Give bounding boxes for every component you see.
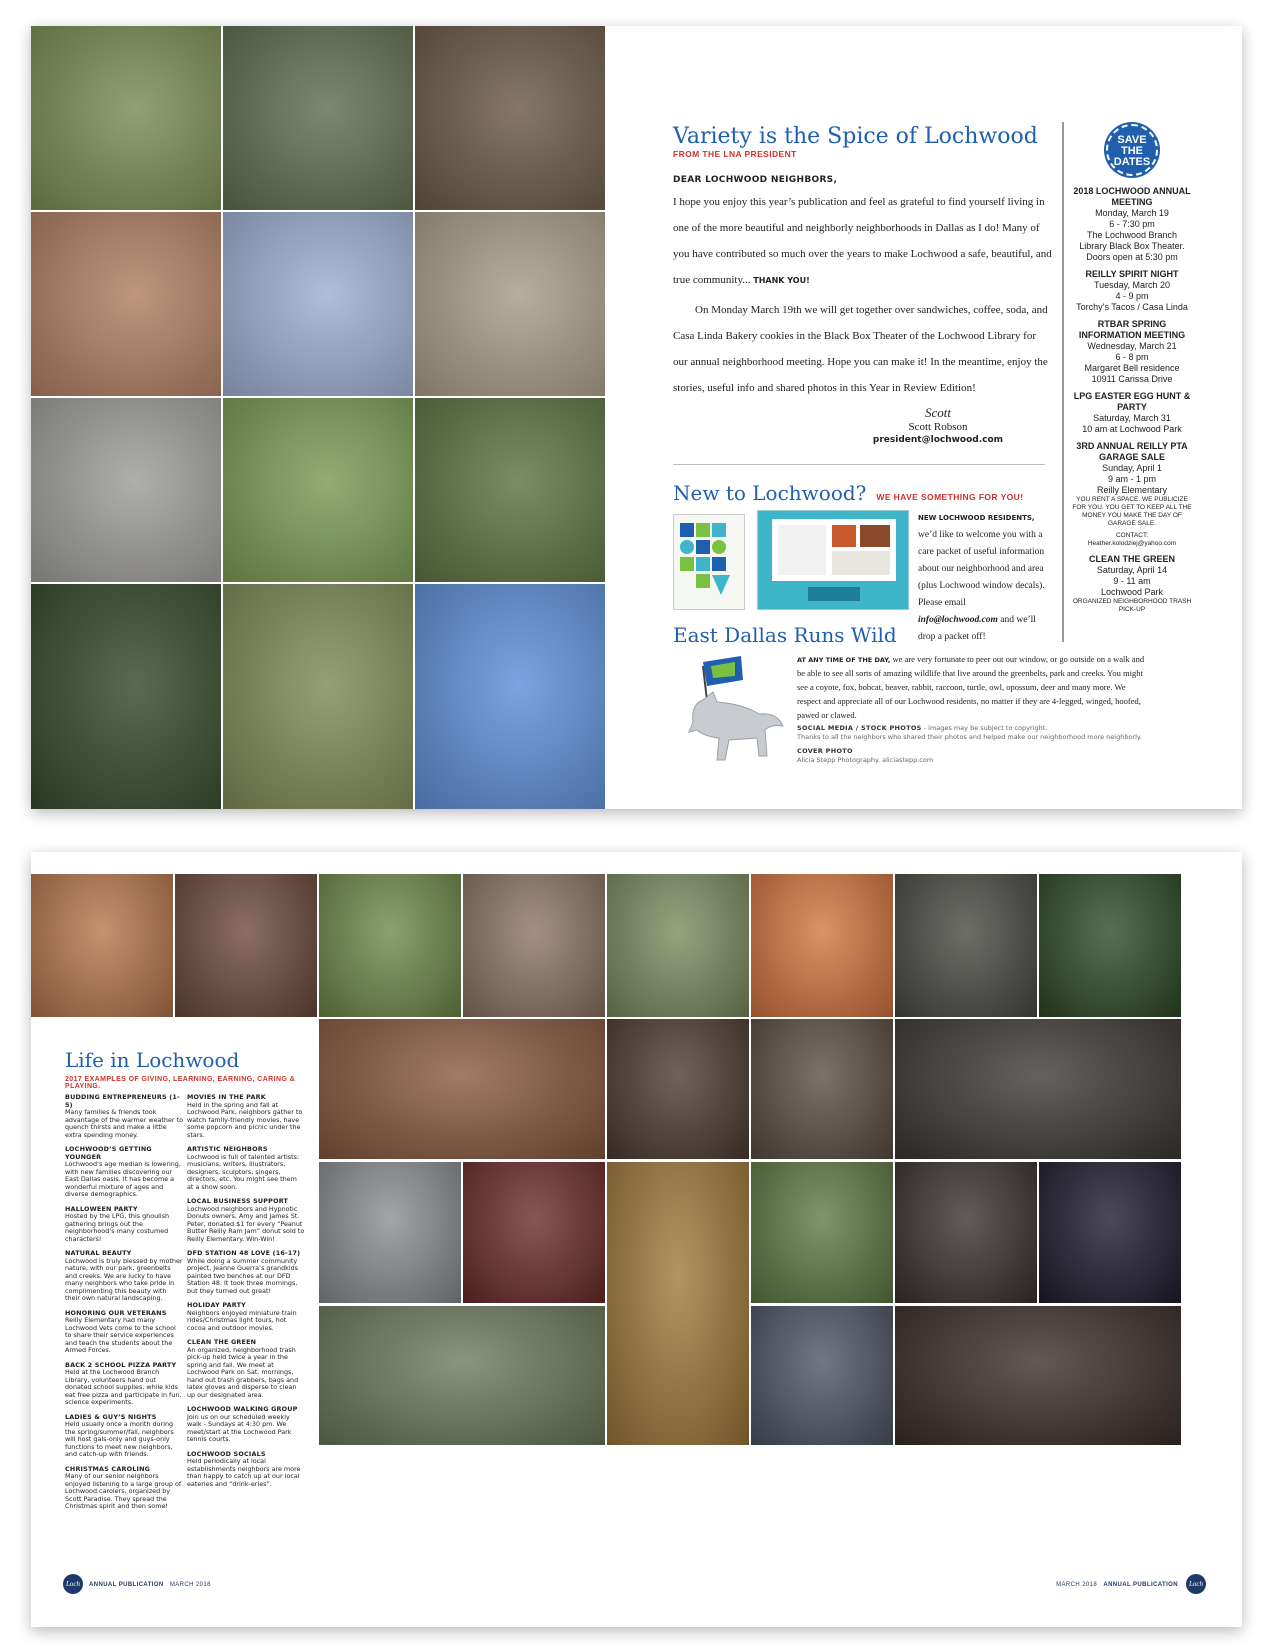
event-note: ORGANIZED NEIGHBORHOOD TRASH PICK-UP: [1072, 598, 1192, 613]
life-item: [65, 1250, 183, 1303]
life-item-title: CLEAN THE GREEN: [187, 1338, 257, 1346]
wild-text: AT ANY TIME OF THE DAY, we are very fortunate to peer out our window, or go outside on a walk and be able to see all sorts of amazing wildlife that live around the greenbelts, park and creeks. You might see a coyote, fox, bobcat, beaver, rabbit, raccoon, turtle, owl, opossum, deer and many more. We respect and appreciate all of our Lochwood residents, no matter if they are 4-legged, winged, hoofed, pawed or clawed.: [797, 654, 1145, 720]
event-note: YOU RENT A SPACE. WE PUBLICIZE FOR YOU. YOU GET TO KEEP ALL THE MONEY YOU MAKE THE DAY OF GARAGE SALE.: [1072, 496, 1192, 527]
robin-photo: [415, 584, 605, 809]
life-item-text: Reilly Elementary had many Lochwood Vets come to the school to share their service experiences and teach the students about the Armed Forces.: [65, 1316, 176, 1354]
performers-photo: [463, 1162, 605, 1303]
life-item-title: BACK 2 SCHOOL PIZZA PARTY: [65, 1360, 177, 1369]
life-column-1: [65, 1094, 183, 1518]
life-column-2: [187, 1094, 305, 1495]
letter-subtitle: FROM THE LNA PRESIDENT: [673, 149, 797, 159]
lochwood-socials-photo: [895, 1306, 1181, 1445]
section-divider: [673, 464, 1045, 465]
event-detail: 4 - 9 pm: [1115, 291, 1149, 301]
life-item: [65, 1414, 183, 1459]
column-divider: [1062, 122, 1064, 642]
life-item: [65, 1146, 183, 1199]
ladies-night-photo: [751, 1019, 893, 1159]
duck-costume-baby-photo: [895, 874, 1037, 1017]
life-item: [187, 1302, 305, 1332]
life-item-title: LOCHWOOD’S GETTING YOUNGER: [65, 1145, 152, 1161]
turtle-photo: [31, 212, 221, 396]
life-subtitle: 2017 EXAMPLES OF GIVING, LEARNING, EARNING, CARING & PLAYING.: [65, 1076, 296, 1090]
event-detail: Tuesday, March 20: [1093, 280, 1171, 290]
life-item: [65, 1206, 183, 1244]
event-detail: The Lochwood Branch Library Black Box Theater.: [1079, 230, 1185, 251]
event-item: [1072, 441, 1192, 548]
event-detail: 9 - 11 am: [1113, 576, 1151, 586]
life-item-title: HONORING OUR VETERANS: [65, 1308, 167, 1317]
life-item-text: While doing a summer community project, Jeanne Guerra’s grandkids painted two benches at our DFD Station 48. It took three mornings, but they turned out great!: [187, 1256, 298, 1295]
event-item: [1072, 269, 1192, 313]
spread1-text-page: [636, 26, 1242, 809]
event-title: LPG EASTER EGG HUNT & PARTY: [1073, 391, 1191, 412]
life-item: [65, 1466, 183, 1511]
letter-salutation: DEAR LOCHWOOD NEIGHBORS,: [673, 175, 838, 185]
life-item-text: Held periodically at local establishments neighbors are more than happy to catch up at our local eateries and “drink-eries”.: [187, 1457, 301, 1488]
event-detail: Saturday, March 31: [1093, 413, 1171, 423]
life-item-title: LOCHWOOD SOCIALS: [187, 1449, 266, 1458]
squirrel-photo: [415, 26, 605, 210]
footer-right: MARCH 2018 ANNUAL PUBLICATION: [1056, 1582, 1178, 1588]
event-title: CLEAN THE GREEN: [1088, 554, 1175, 564]
school-supplies-photo: [607, 1019, 749, 1159]
event-title: RTBAR SPRING INFORMATION MEETING: [1078, 319, 1186, 340]
letter-paragraph-2: On Monday March 19th we will get together over sandwiches, coffee, soda, and Casa Linda Bakery cookies in the Black Box Theater of the Lochwood Library for our annual neighborhood meeting. Hope you can make it! In the meantime, enjoy the stories, useful info and shared photos in this Year in Review Edition!: [673, 304, 1048, 394]
event-item: [1072, 319, 1192, 385]
wildlife-spread: [31, 26, 1242, 809]
event-title: 2018 LOCHWOOD ANNUAL MEETING: [1073, 186, 1191, 207]
window-decal-image: [673, 514, 745, 610]
life-item: [187, 1406, 305, 1444]
veterans-photo: [319, 1019, 605, 1159]
life-item-text: Lochwood is full of talented artists: musicians, writers, illustrators, designers, sculptors, singers, directors, etc. You might see them at a show soon.: [187, 1152, 300, 1191]
vulture-photo: [31, 584, 221, 809]
save-the-dates: [1072, 124, 1192, 614]
life-in-lochwood-spread: [31, 852, 1242, 1627]
event-item: [1072, 391, 1192, 435]
baby-bird-photo: [31, 26, 221, 210]
bench-kids-photo: [751, 1162, 893, 1303]
signer-email: president@lochwood.com: [872, 435, 1004, 445]
event-detail: Torchy’s Tacos / Casa Linda: [1076, 302, 1188, 312]
event-detail: Margaret Bell residence: [1084, 363, 1180, 373]
new-tag: WE HAVE SOMETHING FOR YOU!: [876, 492, 1024, 502]
event-title: REILLY SPIRIT NIGHT: [1085, 269, 1179, 279]
beaver-photo: [31, 398, 221, 582]
photo-credits: SOCIAL MEDIA / STOCK PHOTOS - images may be subject to copyright. Thanks to all the neighbors who shared their photos and helped make our neighborhood more neighborly. COVER PHOTO Alicia Stepp Photography. aliciastepp.com: [797, 724, 1142, 764]
event-detail: Lochwood Park: [1100, 587, 1164, 597]
life-in-lochwood-header: [65, 1048, 320, 1090]
signature: Scott: [925, 405, 951, 420]
daffodils-photo: [1039, 874, 1181, 1017]
life-item-title: LADIES & GUY’S NIGHTS: [65, 1412, 157, 1421]
lemonade-stand-2-photo: [175, 874, 317, 1017]
care-packet-image: [757, 510, 909, 610]
life-item-text: Lochwood neighbors and Hypnotic Donuts owners, Amy and James St. Peter, donated $1 for every “Peanut Butter Reilly Ram Jam” donut sold to Reilly Elementary. Win-Win!: [187, 1204, 305, 1243]
lemonade-stand-1-photo: [31, 874, 173, 1017]
walking-group-photo: [751, 1306, 893, 1445]
holiday-lights-photo: [1039, 1162, 1181, 1303]
event-detail: 10911 Carissa Drive: [1091, 374, 1173, 384]
roadrunner-photo: [415, 212, 605, 396]
event-item: [1072, 186, 1192, 263]
life-item: [187, 1339, 305, 1399]
event-detail: Monday, March 19: [1095, 208, 1169, 218]
save-the-dates-badge: SAVE THE DATES: [1106, 124, 1158, 176]
new-to-lochwood-header: [673, 481, 1053, 505]
life-item: [65, 1094, 183, 1139]
event-detail: Reilly Elementary: [1096, 485, 1168, 495]
new-title: New to Lochwood?: [673, 481, 867, 505]
lochwood-wolf-logo: [673, 652, 785, 772]
event-detail: 10 am at Lochwood Park: [1082, 424, 1182, 434]
life-item-text: Join us on our scheduled weekly walk - Sundays at 4:30 pm. We meet/start at the Lochwood Park tennis courts.: [187, 1412, 292, 1443]
event-detail: 6 - 7:30 pm: [1109, 219, 1155, 229]
life-item-text: Hosted by the LPG, this ghoulish gathering brings out the neighborhood’s many costumed characters!: [65, 1212, 170, 1243]
lemonade-stand-4-photo: [463, 874, 605, 1017]
life-item-text: Held usually once a month during the spring/summer/fall, neighbors will host gals-only and guys-only functions to meet new neighbors, and catch-up with friends.: [65, 1420, 174, 1458]
bobcat-photo: [223, 584, 413, 809]
new-residents-text: NEW LOCHWOOD RESIDENTS, we’d like to welcome you with a care packet of useful information about our neighborhood and area (plus Lochwood window decals). Please email info@lochwood.com and we’ll drop a packet off!: [918, 514, 1045, 642]
life-item: [65, 1310, 183, 1355]
life-item: [65, 1362, 183, 1407]
lochwood-seal-right: Loch: [1186, 1574, 1206, 1594]
event-detail: Sunday, April 1: [1102, 463, 1162, 473]
movies-popcorn-photo: [319, 1162, 461, 1303]
life-item: [187, 1451, 305, 1489]
wild-title: East Dallas Runs Wild: [673, 623, 897, 647]
event-title: 3RD ANNUAL REILLY PTA GARAGE SALE: [1076, 441, 1188, 462]
life-item-title: DFD STATION 48 LOVE (16-17): [187, 1249, 301, 1257]
life-item-text: Held in the spring and fall at Lochwood Park, neighbors gather to watch family-friendly movies, have some popcorn and picnic under the stars.: [187, 1100, 303, 1139]
life-item: [187, 1250, 305, 1295]
life-item-title: MOVIES IN THE PARK: [187, 1093, 266, 1101]
info-email-link[interactable]: info@lochwood.com: [918, 615, 998, 625]
life-item: [187, 1146, 305, 1191]
event-contact-label: CONTACT:: [1115, 532, 1149, 539]
event-detail: Wednesday, March 21: [1087, 341, 1177, 351]
event-detail: 6 - 8 pm: [1115, 352, 1149, 362]
event-detail: Doors open at 5:30 pm: [1086, 252, 1178, 262]
life-item-text: Many families & friends took advantage of the warmer weather to quench thirsts and make a little extra spending money.: [65, 1108, 183, 1139]
clean-the-green-photo: [319, 1306, 605, 1445]
president-letter: [673, 124, 1053, 445]
life-item-title: BUDDING ENTREPRENEURS (1-5): [65, 1093, 180, 1109]
painted-bench-photo: [895, 1162, 1037, 1303]
life-item-text: Neighbors enjoyed miniature train rides/Christmas light tours, hot cocoa and outdoor movies.: [187, 1308, 297, 1332]
signer-name: Scott Robson: [908, 421, 968, 433]
life-item-text: Held at the Lochwood Branch Library, volunteers hand out donated school supplies, while kids eat free pizza and participate in fun, science experiments.: [65, 1368, 182, 1406]
event-contact-email[interactable]: Heather.kolodziej@yahoo.com: [1087, 540, 1177, 547]
life-item-text: Lochwood is truly blessed by mother nature, with our park, greenbelts and creeks. We are lucky to have many neighbors who take pride in complimenting this beauty with their own natural landscaping.: [65, 1256, 183, 1302]
event-item: [1072, 554, 1192, 614]
letter-signature-block: [673, 405, 1053, 445]
life-item-title: LOCHWOOD WALKING GROUP: [187, 1405, 298, 1413]
life-item-title: LOCAL BUSINESS SUPPORT: [187, 1197, 289, 1205]
lemonade-stand-5-photo: [607, 874, 749, 1017]
life-item-title: ARTISTIC NEIGHBORS: [187, 1145, 268, 1153]
bounce-house-kid-photo: [751, 874, 893, 1017]
event-detail: 9 am - 1 pm: [1107, 474, 1156, 484]
donut-girl-photo: [607, 1162, 749, 1445]
lochwood-seal-left: Loch: [63, 1574, 83, 1594]
life-item-title: NATURAL BEAUTY: [65, 1249, 132, 1257]
life-item: [187, 1198, 305, 1243]
life-title: Life in Lochwood: [65, 1048, 240, 1072]
coyote-photo: [223, 212, 413, 396]
owl-photo: [223, 26, 413, 210]
life-item-text: Many of our senior neighbors enjoyed listening to a large group of Lochwood carolers, organized by Scott Paradise. They spread the Christmas spirit and then some!: [65, 1472, 182, 1510]
life-item-text: Lochwood’s age median is lowering, with new families discovering our East Dallas oasis. It has become a wonderful mixture of ages and diverse demographics.: [65, 1160, 181, 1198]
life-item-title: CHRISTMAS CAROLING: [65, 1464, 151, 1473]
armadillo-photo: [415, 398, 605, 582]
life-item: [187, 1094, 305, 1139]
letter-title: Variety is the Spice of Lochwood: [673, 124, 1038, 149]
life-item-text: An organized, neighborhood trash pick-up held twice a year in the spring and fall. We meet at Lochwood Park on Sat. mornings, hand out trash grabbers, bags and latex gloves and disperse to clean up our designated area.: [187, 1345, 299, 1399]
letter-paragraph-1: I hope you enjoy this year’s publication and feel as grateful to find yourself living in one of the more beautiful and neighborly neighborhoods in Dallas as I do! Many of you have contributed so much over the years to make Lochwood a safe, beautiful, and true community... THANK YOU!: [673, 196, 1052, 286]
east-dallas-wild-header: [673, 623, 1193, 647]
lemonade-stand-3-photo: [319, 874, 461, 1017]
footer-left: ANNUAL PUBLICATION MARCH 2018: [89, 1582, 211, 1588]
event-detail: Saturday, April 14: [1096, 565, 1168, 575]
deer-photo: [223, 398, 413, 582]
christmas-caroling-photo: [895, 1019, 1181, 1159]
life-item-title: HALLOWEEN PARTY: [65, 1204, 138, 1213]
events-list: [1072, 186, 1192, 614]
life-item-title: HOLIDAY PARTY: [187, 1301, 246, 1309]
